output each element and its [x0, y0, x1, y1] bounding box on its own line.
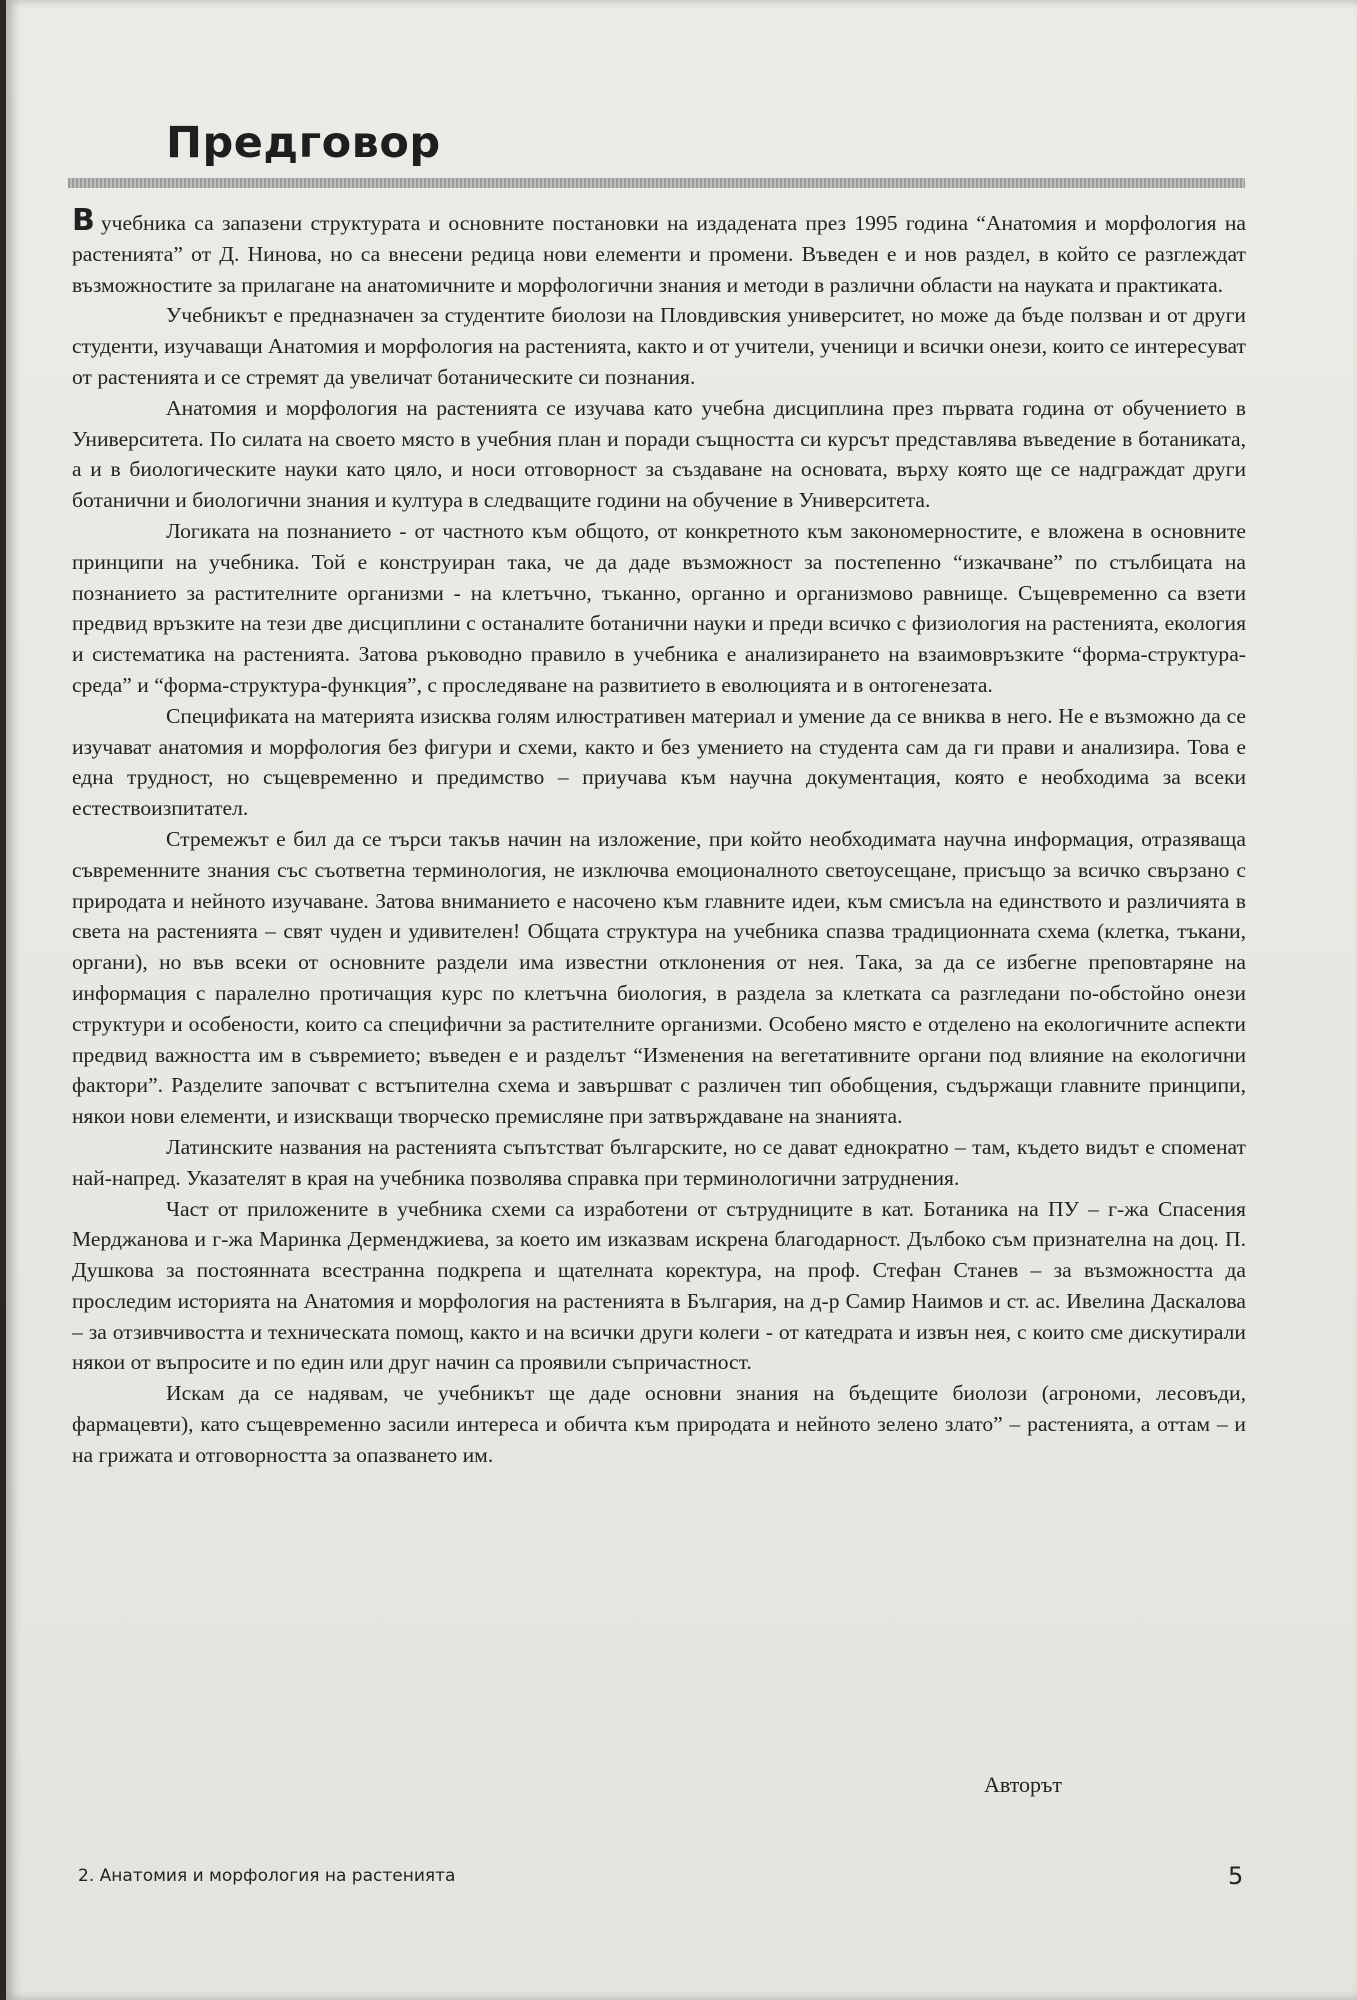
paragraph-2: Учебникът е предназначен за студентите биолози на Пловдивския университет, но може да бъде ползван и от други студенти, изучаващи Анатомия и морфология на растенията, както и от учители, ученици и всички онези, които се интересуват от растенията и се стремят да увеличат ботаническите си познания.	[72, 303, 1246, 389]
paragraph-3: Анатомия и морфология на растенията се изучава като учебна дисциплина през първата година от обучението в Университета. По силата на своето място в учебния план и поради същността си курсът представлява въведение в ботаниката, а и в биологическите науки като цяло, и носи отговорност за създаване на основата, върху която ще се надграждат други ботанични и биологични знания и култура в следващите години на обучение в Университета.	[72, 395, 1246, 513]
page-number: 5	[1228, 1862, 1244, 1890]
paragraph-6: Стремежът е бил да се търси такъв начин на изложение, при който необходимата научна информация, отразяваща съвременните знания със съответна терминология, не изключва емоционалното светоусещане, присъщо за всичко свързано с природата и нейното изучаване. Затова вниманието е насочено към главните идеи, към смисъла на единството и различията в света на растенията – свят чуден и удивителен! Общата структура на учебника спазва традиционната схема (клетка, тъкани, органи), но във всеки от основните раздели има известни отклонения от нея. Така, за да се избегне преповтаряне на информация с паралелно протичащия курс по клетъчна биология, в раздела за клетката са разгледани по-обстойно онези структури и особености, които са специфични за растителните организми. Особено място е отделено на екологичните аспекти предвид важността им в съвремието; въведен е и разделът “Изменения на вегетативните органи под влияние на екологични фактори”. Разделите започват с встъпителна схема и завършват с различен тип обобщения, съдържащи главните принципи, някои нови елементи, и изискващи творческо премисляне при затвърждаване на знанията.	[72, 826, 1246, 1129]
drop-cap: В	[72, 203, 95, 238]
paragraph-4: Логиката на познанието - от частното към общото, от конкретното към закономерностите, е вложена в основните принципи на учебника. Той е конструиран така, че да даде възможност за постепенно “изкачване” по стълбицата на познанието за растителните организми - на клетъчно, тъканно, органно и организмово равнище. Същевременно са взети предвид връзките на тези две дисциплини с останалите ботанични науки и преди всичко с физиология на растенията, екология и систематика на растенията. Затова ръководно правило в учебника е анализирането на взаимовръзките “форма-структура-среда” и “форма-структура-функция”, с проследяване на развитието в еволюцията и в онтогенезата.	[72, 518, 1246, 697]
title-divider	[68, 178, 1245, 188]
running-footer: 2. Анатомия и морфология на растенията	[78, 1866, 456, 1886]
paragraph-7: Латинските названия на растенията съпътстват българските, но се дават еднократно – там, където видът е споменат най-напред. Указателят в края на учебника позволява справка при терминологични затруднения.	[72, 1134, 1246, 1190]
paragraph-1	[72, 203, 1246, 300]
author-signature: Авторът	[984, 1772, 1063, 1797]
page-title: Предговор	[166, 118, 441, 168]
preface-body	[72, 203, 1246, 1471]
book-page	[6, 0, 1357, 2000]
paragraph-5: Спецификата на материята изисква голям илюстративен материал и умение да се вниква в него. Не е възможно да се изучават анатомия и морфология без фигури и схеми, както и без умението на студента сам да ги прави и анализира. Това е една трудност, но същевременно и предимство – приучава към научна документация, която е необходима за всеки естествоизпитател.	[72, 703, 1246, 821]
paragraph-9: Искам да се надявам, че учебникът ще даде основни знания на бъдещите биолози (агрономи, лесовъди, фармацевти), като същевременно засили интереса и обичта към природата и нейното зелено злато” – растенията, а оттам – и на грижата и отговорността за опазването им.	[72, 1381, 1246, 1467]
paragraph-text: учебника са запазени структурата и основните постановки на издадената през 1995 година “Анатомия и морфология на растенията” от Д. Нинова, но са внесени редица нови елементи и промени. Въведен е и нов раздел, в който се разглеждат възможностите за прилагане на анатомичните и морфологични знания и методи в различни области на науката и практиката.	[72, 211, 1246, 297]
paragraph-8: Част от приложените в учебника схеми са изработени от сътрудниците в кат. Ботаника на ПУ – г-жа Спасения Мерджанова и г-жа Маринка Дерменджиева, за което им изказвам искрена благодарност. Дълбоко съм признателна на доц. П. Душкова за постоянната всестранна подкрепа и щателната коректура, на проф. Стефан Станев – за възможността да проследим историята на Анатомия и морфология на растенията в България, на д-р Самир Наимов и ст. ас. Ивелина Даскалова – за отзивчивостта и техническата помощ, както и на всички други колеги - от катедрата и извън нея, с които сме дискутирали някои от въпросите и по един или друг начин са проявили съпричастност.	[72, 1196, 1246, 1375]
